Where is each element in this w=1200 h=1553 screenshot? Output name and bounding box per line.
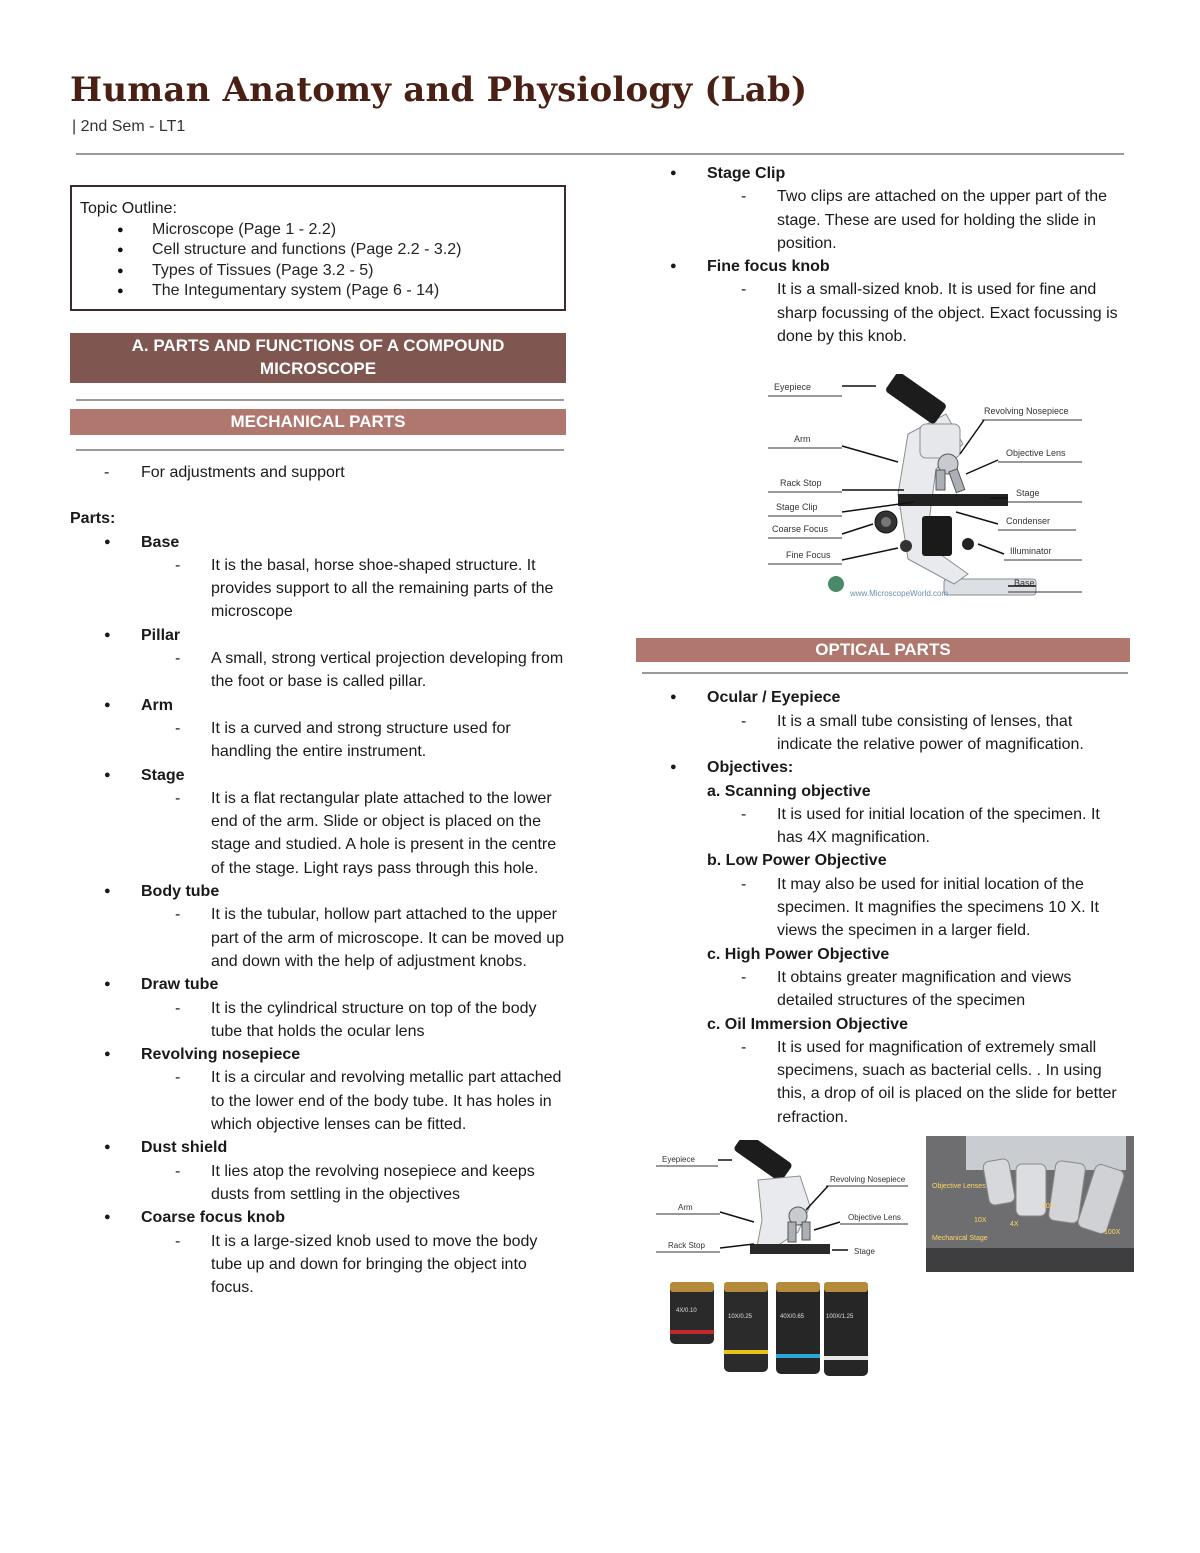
list-item [70,880,566,973]
section-rule [642,672,1128,674]
list-item [636,255,1130,348]
list-item [70,973,566,1043]
diagram-label-stage-clip: Stage Clip [776,502,818,513]
part-desc-dust-shield: - It lies atop the revolving nosepiece and keeps dusts from settling in the objectives [70,1160,566,1207]
part-desc-stage: - It is a flat rectangular plate attached to the lower end of the arm. Slide or object is placed on the stage and studied. A hole is present in the centre of the stage. Light rays pass through this hole. [70,787,566,880]
detail-objective-shape [802,1222,810,1240]
diagram-coarse-knob-center [881,517,891,527]
part-name-coarse-focus-knob: ● Coarse focus knob [70,1206,566,1229]
lens-label-10x: 10X/0.25 [728,1314,753,1320]
photo-label-mechanical-stage: Mechanical Stage [932,1235,988,1242]
document-title: Human Anatomy and Physiology (Lab) [70,70,808,110]
diagram-label-base: Base [1014,578,1035,589]
part-name-revolving-nosepiece: ● Revolving nosepiece [70,1043,566,1066]
detail-label-arm: Arm [678,1203,693,1212]
diagram-eyepiece-shape [885,374,948,425]
lens-label-40x: 40X/0.65 [780,1314,805,1320]
objective-desc-oil-immersion: - It is used for magnification of extremely small specimens, suach as bacterial cells. . In using this, a drop of oil is placed on the slide for better refraction. [636,1036,1130,1129]
list-item [70,694,566,764]
detail-label-revolving-nosepiece: Revolving Nosepiece [830,1175,906,1184]
diagram-logo-icon [828,576,844,592]
objective-lenses-photo [668,1278,870,1388]
left-column [70,185,566,1299]
optical-parts-list [636,686,1130,1129]
part-name-ocular: ● Ocular / Eyepiece [636,686,1130,709]
diagram-label-eyepiece: Eyepiece [774,382,812,393]
diagram-head-shape [920,424,960,458]
detail-stage-shape [750,1244,830,1254]
diagram-label-condenser: Condenser [1006,516,1051,527]
part-desc-fine-focus-knob: - It is a small-sized knob. It is used for fine and sharp focussing of the object. Exact focussing is done by this knob. [636,278,1130,348]
part-name-dust-shield: ● Dust shield [70,1136,566,1159]
part-name-body-tube: ● Body tube [70,880,566,903]
objective-desc-scanning: - It is used for initial location of the specimen. It has 4X magnification. [636,803,1130,850]
topic-outline-label: Topic Outline: [80,200,177,217]
objectives-photo [926,1136,1134,1272]
microscope-diagram-detail [650,1140,912,1260]
diagram-label-revolving-nosepiece: Revolving Nosepiece [984,406,1069,417]
diagram-label-illuminator: Illuminator [1010,546,1052,557]
list-item [70,624,566,694]
outline-item: ● Microscope (Page 1 - 2.2) [80,220,554,241]
objective-desc-high-power: - It obtains greater magnification and views detailed structures of the specimen [636,966,1130,1013]
list-item [70,1043,566,1136]
diagram-label-stage: Stage [1016,488,1040,499]
topic-outline-box [70,185,566,311]
diagram-illuminator-shape [922,516,952,556]
header-rule [76,153,1124,155]
part-name-stage: ● Stage [70,764,566,787]
part-name-stage-clip: ● Stage Clip [636,162,1130,185]
photo-label-40x: 40X [1042,1203,1055,1210]
lens-label-4x: 4X/0.10 [676,1308,697,1314]
list-item [70,531,566,624]
mechanical-parts-list-continued [636,162,1130,348]
diagram-objective-shape [936,470,945,490]
part-desc-stage-clip: - Two clips are attached on the upper part of the stage. These are used for holding the slide in position. [636,185,1130,255]
lens-label-100x: 100X/1.25 [826,1314,854,1320]
part-desc-coarse-focus-knob: - It is a large-sized knob used to move the body tube up and down for bringing the object into focus. [70,1230,566,1300]
part-desc-ocular: - It is a small tube consisting of lenses, that indicate the relative power of magnification. [636,710,1130,757]
objective-name-high-power: c. High Power Objective [707,945,890,963]
mechanical-parts-list [70,531,566,1300]
diagram-objective-shape [949,469,965,493]
objective-name-scanning: a. Scanning objective [707,782,871,800]
list-item [636,756,1130,1129]
part-desc-body-tube: - It is the tubular, hollow part attached to the upper part of the arm of microscope. It can be moved up and down with the help of adjustment knobs. [70,903,566,973]
list-item [70,1136,566,1206]
part-desc-draw-tube: - It is the cylindrical structure on top of the body tube that holds the ocular lens [70,997,566,1044]
right-column [636,162,1130,1129]
mechanical-parts-banner: MECHANICAL PARTS [70,409,566,435]
part-name-fine-focus-knob: ● Fine focus knob [636,255,1130,278]
objective-desc-low-power: - It may also be used for initial location of the specimen. It magnifies the specimens 10 X. It views the specimen in a larger field. [636,873,1130,943]
detail-label-rack-stop: Rack Stop [668,1241,705,1250]
section-a-banner: A. PARTS AND FUNCTIONS OF A COMPOUND MICROSCOPE [70,333,566,383]
topic-outline-list [80,220,554,302]
part-desc-base: - It is the basal, horse shoe-shaped structure. It provides support to all the remaining parts of the microscope [70,554,566,624]
list-item [70,764,566,880]
objective-name-oil-immersion: c. Oil Immersion Objective [707,1015,908,1033]
outline-item: ● Cell structure and functions (Page 2.2 - 3.2) [80,240,554,261]
list-item [636,162,1130,255]
objective-name-low-power: b. Low Power Objective [707,852,887,870]
part-desc-pillar: - A small, strong vertical projection developing from the foot or base is called pillar. [70,647,566,694]
part-name-objectives: ● Objectives: [636,756,1130,779]
photo-label-100x: 100X [1104,1229,1121,1236]
detail-eyepiece-shape [733,1140,793,1183]
diagram-website-label: www.MicroscopeWorld.com [850,589,949,599]
detail-label-eyepiece: Eyepiece [662,1155,695,1164]
photo-label-4x: 4X [1010,1221,1019,1228]
part-name-base: ● Base [70,531,566,554]
diagram-label-fine-focus: Fine Focus [786,550,831,561]
list-item [70,1206,566,1299]
optical-parts-banner: OPTICAL PARTS [636,638,1130,662]
list-item [636,686,1130,756]
part-desc-revolving-nosepiece: - It is a circular and revolving metallic part attached to the lower end of the body tube. It has holes in which objective lenses can be fitted. [70,1066,566,1136]
photo-label-10x: 10X [974,1217,987,1224]
diagram-label-coarse-focus: Coarse Focus [772,524,829,535]
detail-label-objective-lens: Objective Lens [848,1213,901,1222]
microscope-diagram [758,374,1088,604]
diagram-label-rack-stop: Rack Stop [780,478,822,489]
diagram-light-knob-shape [962,538,974,550]
part-name-pillar: ● Pillar [70,624,566,647]
part-name-draw-tube: ● Draw tube [70,973,566,996]
mechanical-intro: - For adjustments and support [70,461,566,484]
outline-item: ● The Integumentary system (Page 6 - 14) [80,281,554,302]
diagram-stage-shape [898,494,1008,506]
parts-label: Parts: [70,510,116,528]
document-subtitle: | 2nd Sem - LT1 [72,118,186,135]
diagram-label-objective-lens: Objective Lens [1006,448,1066,459]
outline-item: ● Types of Tissues (Page 3.2 - 5) [80,261,554,282]
diagram-label-arm: Arm [794,434,811,445]
section-rule [76,449,564,451]
diagram-fine-knob-shape [900,540,912,552]
part-desc-arm: - It is a curved and strong structure used for handling the entire instrument. [70,717,566,764]
detail-label-stage: Stage [854,1247,875,1256]
part-name-arm: ● Arm [70,694,566,717]
photo-label-objective-lenses: Objective Lenses [932,1183,986,1190]
detail-objective-shape [788,1222,796,1242]
section-rule [76,399,564,401]
